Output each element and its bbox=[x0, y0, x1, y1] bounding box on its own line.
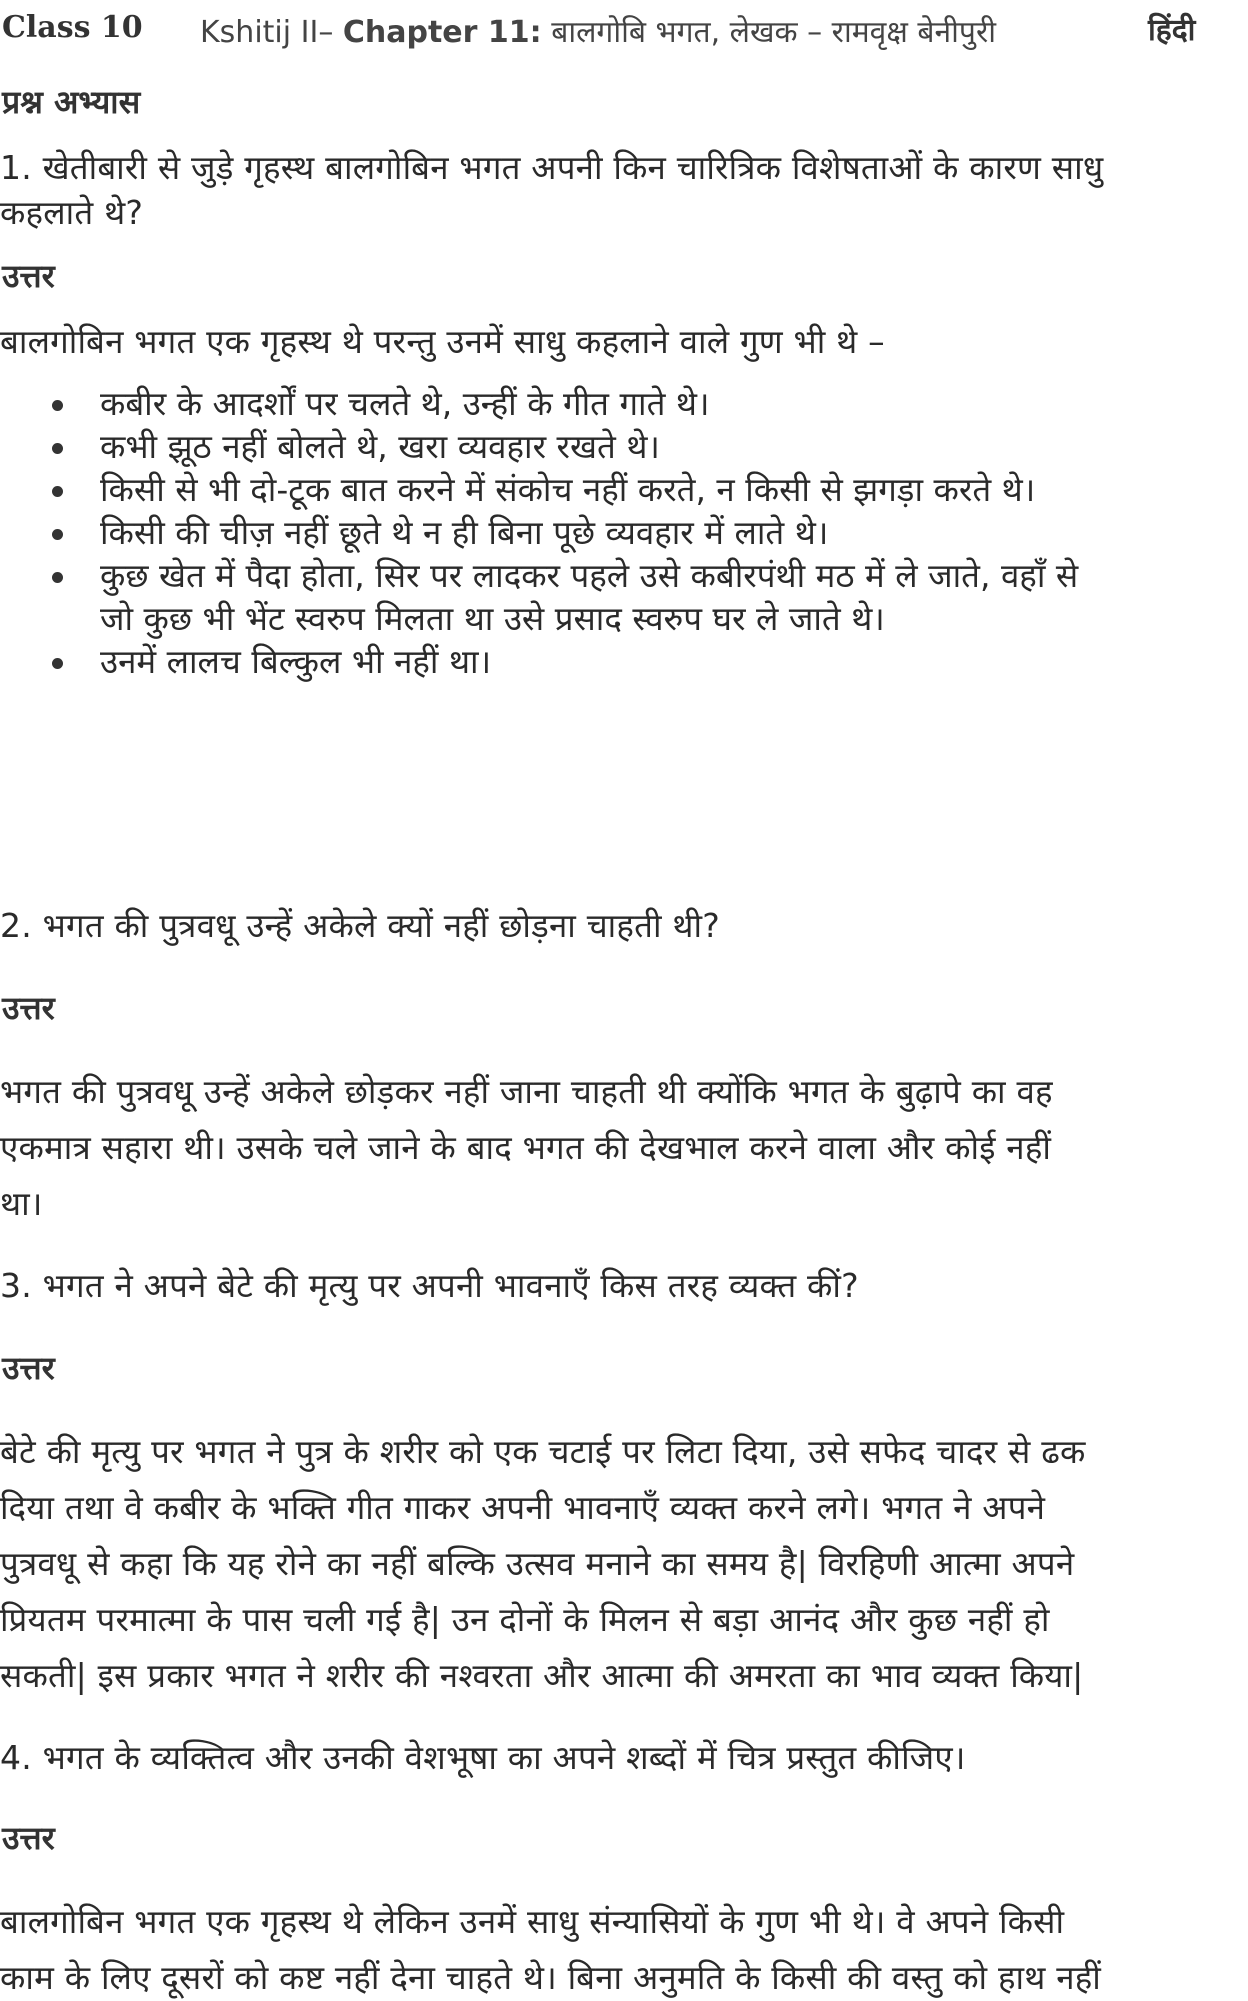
answer-2-line-3: था। bbox=[0, 1184, 43, 1223]
list-item: उनमें लालच बिल्कुल भी नहीं था। bbox=[0, 634, 1078, 690]
page-header bbox=[0, 6, 1248, 52]
chapter-title: बालगोबि भगत, लेखक – रामवृक्ष बेनीपुरी bbox=[551, 15, 997, 50]
list-item: कभी झूठ नहीं बोलते थे, खरा व्यवहार रखते थे। bbox=[0, 419, 1078, 475]
answer-label-2: उत्तर bbox=[2, 989, 55, 1027]
bullet-icon bbox=[52, 572, 63, 583]
answer-2-line-2: एकमात्र सहारा थी। उसके चले जाने के बाद भगत की देखभाल करने वाला और कोई नहीं bbox=[0, 1128, 1052, 1167]
answer-label-3: उत्तर bbox=[2, 1349, 55, 1387]
answer-3-line-1: बेटे की मृत्यु पर भगत ने पुत्र के शरीर को एक चटाई पर लिटा दिया, उसे सफेद चादर से ढक bbox=[0, 1432, 1086, 1471]
list-item: किसी की चीज़ नहीं छूते थे न ही बिना पूछे व्यवहार में लाते थे। bbox=[0, 505, 1078, 561]
question-1-line-1: 1. खेतीबारी से जुड़े गृहस्थ बालगोबिन भगत अपनी किन चारित्रिक विशेषताओं के कारण साधु bbox=[0, 148, 1104, 187]
answer-3-line-5: सकती| इस प्रकार भगत ने शरीर की नश्वरता और आत्मा की अमरता का भाव व्यक्त किया| bbox=[0, 1656, 1084, 1695]
answer-3-line-3: पुत्रवधू से कहा कि यह रोने का नहीं बल्कि उत्सव मनाने का समय है| विरहिणी आत्मा अपने bbox=[0, 1544, 1075, 1583]
answer-1-bullet-list bbox=[0, 376, 1078, 690]
answer-2-line-1: भगत की पुत्रवधू उन्हें अकेले छोड़कर नहीं जाना चाहती थी क्योंकि भगत के बुढ़ापे का वह bbox=[0, 1072, 1053, 1111]
answer-label-1: उत्तर bbox=[2, 257, 55, 295]
bullet-icon bbox=[52, 529, 63, 540]
bullet-icon bbox=[52, 400, 63, 411]
answer-1-intro: बालगोबिन भगत एक गृहस्थ थे परन्तु उनमें साधु कहलाने वाले गुण भी थे – bbox=[0, 322, 885, 361]
question-2: 2. भगत की पुत्रवधू उन्हें अकेले क्यों नहीं छोड़ना चाहती थी? bbox=[0, 906, 720, 945]
subject-label: हिंदी bbox=[1148, 13, 1196, 48]
list-item-continuation: जो कुछ भी भेंट स्वरुप मिलता था उसे प्रसाद स्वरुप घर ले जाते थे। bbox=[100, 599, 885, 638]
section-heading: प्रश्न अभ्यास bbox=[2, 83, 141, 121]
answer-4-line-2: काम के लिए दूसरों को कष्ट नहीं देना चाहते थे। बिना अनुमति के किसी की वस्तु को हाथ नहीं bbox=[0, 1958, 1102, 1997]
class-label: Class 10 bbox=[2, 10, 143, 45]
list-item: कुछ खेत में पैदा होता, सिर पर लादकर पहले उसे कबीरपंथी मठ में ले जाते, वहाँ से bbox=[0, 548, 1078, 604]
question-1-line-2: कहलाते थे? bbox=[0, 193, 144, 232]
bullet-icon bbox=[52, 486, 63, 497]
list-item: किसी से भी दो-टूक बात करने में संकोच नहीं करते, न किसी से झगड़ा करते थे। bbox=[0, 462, 1078, 518]
chapter-number: Chapter 11: bbox=[342, 15, 542, 50]
question-3: 3. भगत ने अपने बेटे की मृत्यु पर अपनी भावनाएँ किस तरह व्यक्त कीं? bbox=[0, 1266, 859, 1305]
chapter-heading bbox=[200, 10, 996, 51]
answer-label-4: उत्तर bbox=[2, 1819, 55, 1857]
book-name: Kshitij II– bbox=[200, 15, 334, 50]
answer-3-line-4: प्रियतम परमात्मा के पास चली गई है| उन दोनों के मिलन से बड़ा आनंद और कुछ नहीं हो bbox=[0, 1600, 1050, 1639]
answer-3-line-2: दिया तथा वे कबीर के भक्ति गीत गाकर अपनी भावनाएँ व्यक्त करने लगे। भगत ने अपने bbox=[0, 1488, 1046, 1527]
bullet-icon bbox=[52, 443, 63, 454]
question-4: 4. भगत के व्यक्तित्व और उनकी वेशभूषा का अपने शब्दों में चित्र प्रस्तुत कीजिए। bbox=[0, 1738, 966, 1777]
answer-4-line-1: बालगोबिन भगत एक गृहस्थ थे लेकिन उनमें साधु संन्यासियों के गुण भी थे। वे अपने किसी bbox=[0, 1902, 1065, 1941]
bullet-icon bbox=[52, 658, 63, 669]
list-item: कबीर के आदर्शों पर चलते थे, उन्हीं के गीत गाते थे। bbox=[0, 376, 1078, 432]
